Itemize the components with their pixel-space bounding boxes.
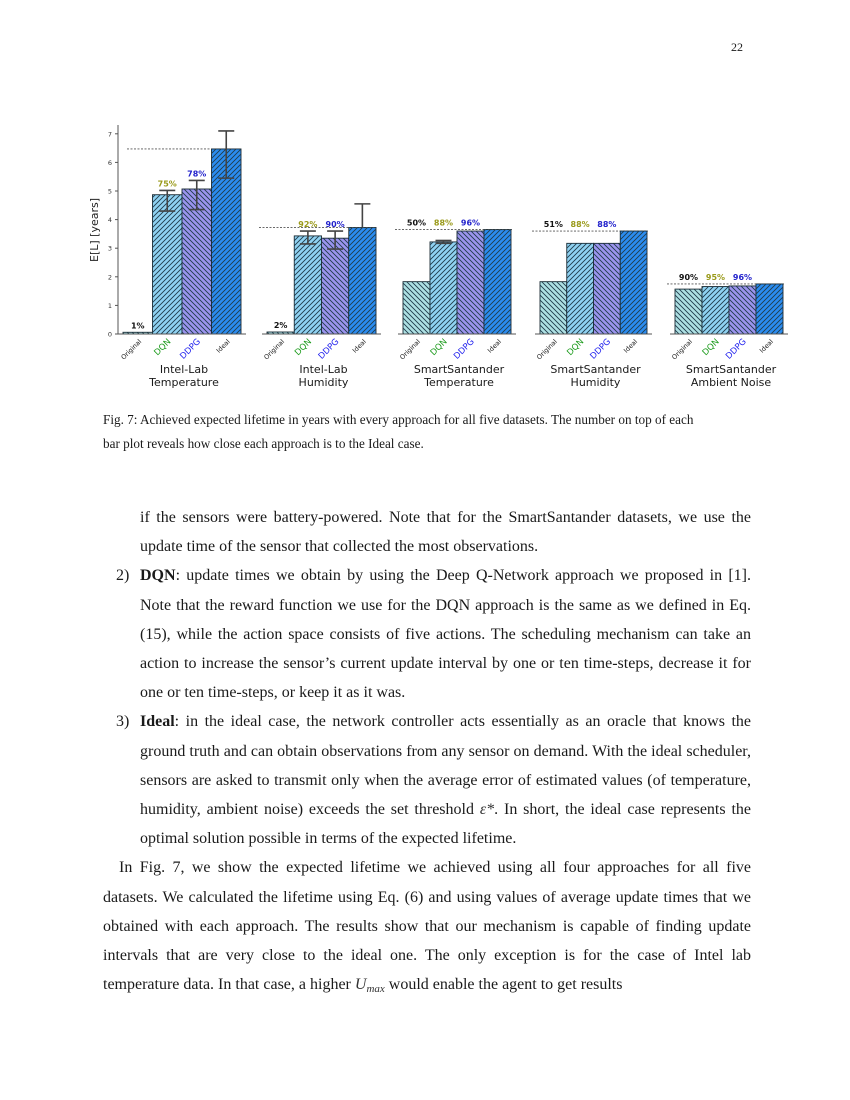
chart-plots <box>88 125 788 389</box>
dataset-label: Temperature <box>149 376 219 389</box>
subplot <box>118 131 246 389</box>
subplot <box>395 219 516 389</box>
y-tick-label: 4 <box>107 216 112 225</box>
epsilon-symbol: ε* <box>479 801 495 819</box>
list-number: 2) <box>116 567 130 585</box>
bar-hatch <box>153 195 183 334</box>
bar-hatch <box>756 284 783 334</box>
bar-hatch <box>182 189 212 334</box>
paragraph-text: In Fig. 7, we show the expected lifetime we achieved using all four approaches for all five datasets. We calculated the lifetime using Eq. (6) and using values of average update times that we obtained with each approach. The results show that our mechanism is capable of finding update intervals that are very close to the ideal one. The only exception is for the case of Intel lab temperature data. In that case, a higher <box>103 859 751 994</box>
percent-label: 90% <box>678 272 699 282</box>
x-tick-label-original: Original <box>262 337 287 362</box>
paragraph-text-end: would enable the agent to get results <box>384 976 623 994</box>
x-tick-label-original: Original <box>535 337 559 362</box>
term-ideal: Ideal <box>140 713 175 731</box>
x-tick-label-ddpg: DDPG <box>316 337 342 362</box>
x-tick-label-original: Original <box>670 337 694 362</box>
list-item-ideal <box>103 707 751 853</box>
dataset-label: SmartSantander <box>685 363 777 376</box>
bar-hatch <box>294 236 321 334</box>
x-tick-label-original: Original <box>119 337 144 362</box>
percent-label: 75% <box>157 179 177 189</box>
dataset-label: SmartSantander <box>550 363 641 376</box>
percent-label: 88% <box>570 220 590 230</box>
dataset-label: Humidity <box>298 376 349 389</box>
bar-hatch <box>540 282 567 334</box>
x-tick-label-dqn: DQN <box>565 337 587 358</box>
x-tick-label-dqn: DQN <box>700 337 722 358</box>
x-tick-label-ideal: Ideal <box>486 337 503 355</box>
item-text-end: . In short, the ideal case represents the optimal solution possible in terms of the expected lifetime. <box>140 801 751 848</box>
x-tick-label-ideal: Ideal <box>758 337 775 355</box>
dataset-label: Ambient Noise <box>690 376 772 389</box>
x-tick-label-ddpg: DDPG <box>724 337 749 362</box>
percent-label: 96% <box>460 218 481 228</box>
x-tick-label-dqn: DQN <box>428 337 450 358</box>
x-tick-label-original: Original <box>398 337 422 362</box>
caption-line-1: Fig. 7: Achieved expected lifetime in years with every approach for all five datasets. The number on top of each <box>103 412 694 427</box>
y-tick-label: 3 <box>107 244 112 253</box>
bar-hatch <box>675 289 702 334</box>
list-item-dqn <box>103 561 751 707</box>
dataset-label: Humidity <box>570 376 621 389</box>
bar-hatch <box>322 238 349 334</box>
bar-hatch <box>729 286 756 334</box>
y-tick-label: 0 <box>107 330 112 339</box>
bar-hatch <box>594 243 621 334</box>
x-tick-label-ideal: Ideal <box>622 337 640 355</box>
bar-hatch <box>457 231 484 334</box>
subplot <box>667 273 788 389</box>
x-tick-label-dqn: DQN <box>293 337 314 358</box>
percent-label: 88% <box>433 218 454 228</box>
y-tick-label: 2 <box>107 273 112 282</box>
y-axis-label: E[L] [years] <box>88 197 101 263</box>
term-dqn: DQN <box>140 567 176 585</box>
body-text <box>103 503 751 1004</box>
percent-label: 50% <box>406 218 427 228</box>
caption-line-2: bar plot reveals how close each approach is to the Ideal case. <box>103 436 424 451</box>
x-tick-label-ideal: Ideal <box>350 337 368 355</box>
percent-label: 1% <box>130 321 145 331</box>
percent-label: 92% <box>298 220 318 230</box>
item-text: : in the ideal case, the network controller acts essentially as an oracle that knows the ground truth and can obtain observations from any sensor on demand. With the ideal scheduler, sensors are asked to transmit only when the average error of estimated values (of temperature, humidity, ambient noise) exceeds the set threshold <box>140 713 751 819</box>
y-tick-label: 5 <box>107 187 112 196</box>
results-paragraph <box>103 853 751 1004</box>
bar-hatch <box>620 231 647 334</box>
dataset-label: Intel-Lab <box>159 363 209 376</box>
y-tick-label: 7 <box>107 130 112 139</box>
subplot <box>259 204 381 389</box>
x-tick-label-dqn: DQN <box>152 337 174 358</box>
list-item-1-continuation: if the sensors were battery-powered. Note that for the SmartSantander datasets, we use the update time of the sensor that collected the most observations. <box>140 509 751 556</box>
dataset-label: SmartSantander <box>413 363 505 376</box>
x-tick-label-ddpg: DDPG <box>588 337 613 362</box>
y-tick-label: 1 <box>107 301 112 310</box>
percent-label: 78% <box>187 169 207 179</box>
page-number: 22 <box>731 40 743 54</box>
percent-label: 88% <box>597 220 617 230</box>
percent-label: 95% <box>705 272 726 282</box>
x-tick-label-ddpg: DDPG <box>452 337 477 362</box>
y-tick-label: 6 <box>107 158 112 167</box>
percent-label: 96% <box>732 272 753 282</box>
u-max-symbol: $U_{max}$ <box>354 976 385 996</box>
percent-label: 90% <box>325 220 345 230</box>
bar-hatch <box>430 242 457 334</box>
bar-hatch <box>484 230 511 334</box>
bar-hatch <box>567 243 594 334</box>
bar-hatch <box>403 282 430 334</box>
figure-caption <box>103 408 750 456</box>
x-tick-label-ideal: Ideal <box>214 337 232 355</box>
item-text: : update times we obtain by using the Deep Q-Network approach we proposed in [1]. Note that the reward function we use for the DQN approach is the same as we defined in Eq. (15), while the action space consists of five actions. The scheduling mechanism can take an action to increase the sensor’s current update interval by one or ten time-steps, decrease it for one or ten time-steps, or keep it as it was. <box>140 567 751 702</box>
dataset-label: Temperature <box>424 376 494 389</box>
dataset-label: Intel-Lab <box>299 363 348 376</box>
subplot <box>532 220 652 389</box>
bar-hatch <box>702 287 729 334</box>
list-number: 3) <box>116 713 130 731</box>
percent-label: 51% <box>543 220 563 230</box>
x-tick-label-ddpg: DDPG <box>178 337 203 362</box>
percent-label: 2% <box>273 320 288 330</box>
bar-hatch <box>349 228 376 334</box>
lifetime-bar-chart <box>0 0 850 400</box>
